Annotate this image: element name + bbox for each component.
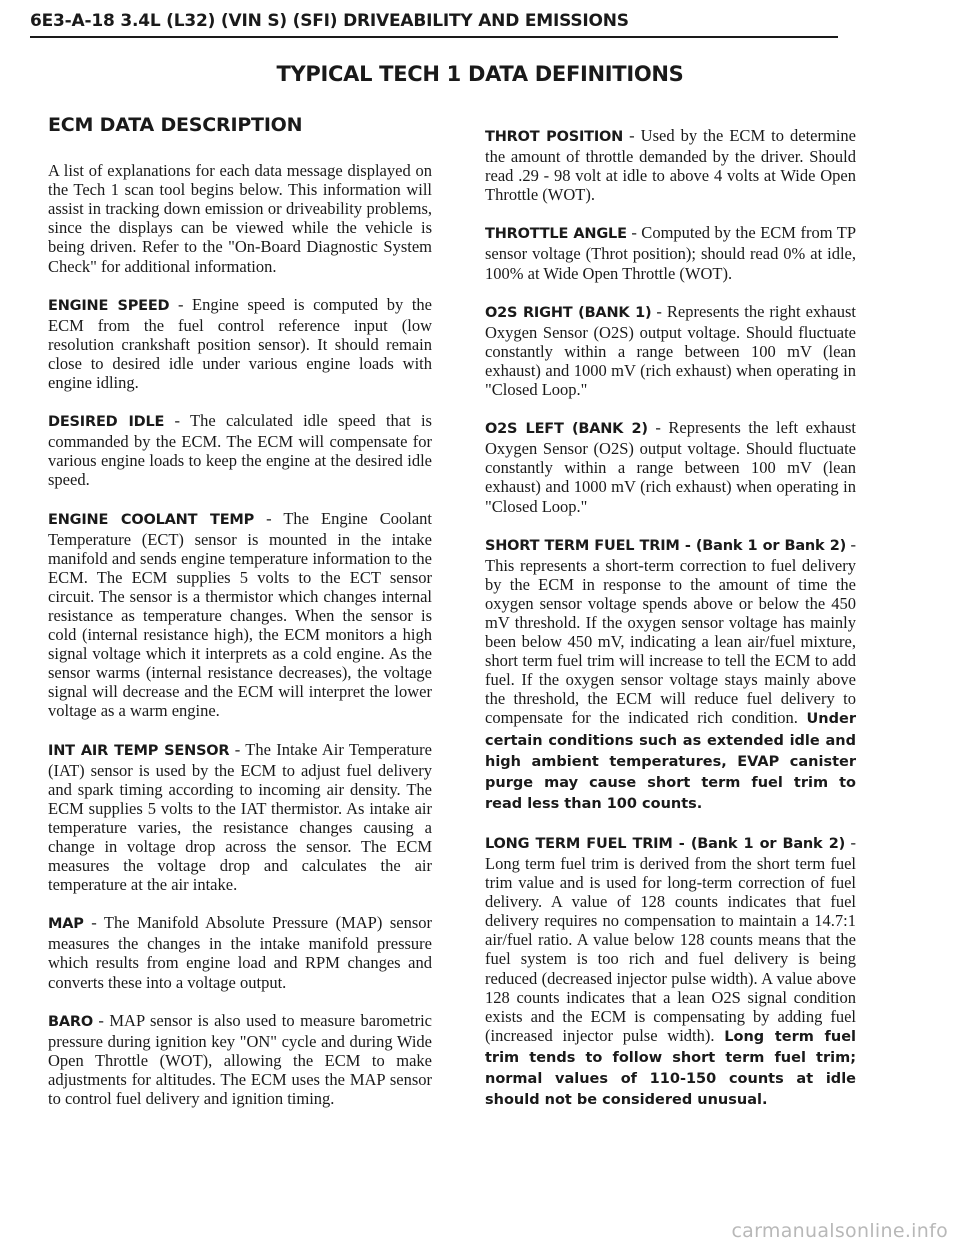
watermark: carmanualsonline.info [731,1220,948,1242]
definition-note: Under certain conditions such as extended idle and high ambient temperatures, EVAP canister purge may cause short term fuel trim to read less than 100 counts. [485,711,856,812]
definition-body: - Represents the left exhaust Oxygen Sensor (O2S) output voltage. Should fluctuate constantly within a range between 100 mV (lean exhaust) and 1000 mV (rich exhaust) when operating in "Closed Loop." [485,418,856,516]
definition-body: - The Intake Air Temperature (IAT) sensor is used by the ECM to adjust fuel delivery and spark timing according to incoming air density. The ECM supplies 5 volts to the IAT thermistor. As intake air temperature varies, the resistance changes causing a change in voltage drop across the sensor. The ECM measures the voltage drop and calculates the air temperature at the air intake. [48,739,432,895]
definition-long-term-fuel-trim [485,833,856,1110]
definition-body: - The Manifold Absolute Pressure (MAP) sensor measures the changes in the intake manifold pressure which results from engine load and RPM changes and converts these into a voltage output. [48,913,432,992]
definition-note: Long term fuel trim tends to follow short term fuel trim; normal values of 110-150 counts at idle should not be considered unusual. [485,1028,856,1109]
page-header [30,8,838,38]
definition-o2s-right [485,302,856,399]
definition-int-air-temp-sensor [48,740,432,895]
definition-throt-position [485,126,856,204]
definition-short-term-fuel-trim [485,535,856,814]
section-heading: ECM DATA DESCRIPTION [48,114,303,136]
definition-body: - The Engine Coolant Temperature (ECT) sensor is mounted in the intake manifold and sends engine temperature information to the ECM. The ECM supplies 5 volts to the ECT sensor circuit. The sensor is a thermistor which changes internal resistance as temperature changes. When the sensor is cold (internal resistance high), the ECM monitors a high signal voltage which it interprets as a cold engine. As the sensor warms (internal resistance decreases), the voltage signal will decrease and the ECM will interpret the lower voltage as a warm engine. [48,508,432,721]
definition-term: SHORT TERM FUEL TRIM - (Bank 1 or Bank 2) [485,537,847,554]
definition-body: - Long term fuel trim is derived from the short term fuel trim value and is used for long-term correction of fuel delivery. A value of 128 counts indicates that fuel delivery requires no compensation to maintain a 14.7:1 air/fuel ratio. A value below 128 counts means that the fuel system is too rich and fuel delivery is being reduced (decreased injector pulse width). A value above 128 counts indicates that a lean O2S signal condition exists and the ECM is compensating by adding fuel (increased injector pulse width). [485,832,856,1045]
definition-term: INT AIR TEMP SENSOR [48,742,230,759]
definition-engine-coolant-temp [48,509,432,721]
definition-body: - The calculated idle speed that is commanded by the ECM. The ECM will compensate for various engine loads to keep the engine at the desired idle speed. [48,411,432,490]
definition-desired-idle [48,411,432,489]
definition-body: - MAP sensor is also used to measure barometric pressure during ignition key "ON" cycle and during Wide Open Throttle (WOT), allowing the ECM to make adjustments for altitudes. The ECM uses the MAP sensor to control fuel delivery and ignition timing. [48,1010,432,1109]
definition-term: ENGINE SPEED [48,297,170,314]
definition-body: - Used by the ECM to determine the amount of throttle demanded by the driver. Should read .29 - 98 volt at idle to above 4 volts at Wide Open Throttle (WOT). [485,126,856,205]
definition-term: ENGINE COOLANT TEMP [48,511,255,528]
intro-paragraph: A list of explanations for each data message displayed on the Tech 1 scan tool begins below. This information will assist in tracking down emission or driveability problems, since the displays can be viewed while the vehicle is being driven. Refer to the "On-Board Diagnostic System Check" for additional information. [48,161,432,276]
definition-map [48,913,432,991]
definition-throttle-angle [485,223,856,282]
definition-body: - Engine speed is computed by the ECM from the fuel control reference input (low resolution crankshaft position sensor). It should remain close to desired idle under various engine loads with engine idling. [48,294,432,393]
definition-term: O2S RIGHT (BANK 1) [485,304,652,321]
definition-term: LONG TERM FUEL TRIM - (Bank 1 or Bank 2) [485,835,846,852]
definition-term: THROTTLE ANGLE [485,226,627,243]
definition-body: - Represents the right exhaust Oxygen Sensor (O2S) output voltage. Should fluctuate constantly within a range between 100 mV (lean exhaust) and 1000 mV (rich exhaust) when operating in "Closed Loop." [485,301,856,400]
definition-term: THROT POSITION [485,129,624,145]
definition-engine-speed [48,295,432,392]
definition-term: DESIRED IDLE [48,414,165,431]
definition-o2s-left [485,418,856,515]
definition-baro [48,1011,432,1108]
right-column [485,126,856,1129]
page-header-text: 6E3-A-18 3.4L (L32) (VIN S) (SFI) DRIVEABILITY AND EMISSIONS [30,11,629,31]
page-title: TYPICAL TECH 1 DATA DEFINITIONS [276,62,684,86]
definition-term: BARO [48,1013,93,1030]
definition-body: - This represents a short-term correction to fuel delivery by the ECM in response to the amount of time the oxygen sensor voltage spends above or below the 450 mV threshold. If the oxygen sensor voltage has mainly been below 450 mV, indicating a lean air/fuel mixture, short term fuel trim will increase to tell the ECM to add fuel. If the oxygen sensor voltage stays mainly above the threshold, the ECM will reduce fuel delivery to compensate for the indicated rich condition. [485,534,856,728]
definition-body: - Computed by the ECM from TP sensor voltage (Throt position); should read 0% at idle, 100% at Wide Open Throttle (WOT). [485,223,856,283]
definition-term: O2S LEFT (BANK 2) [485,421,648,438]
definition-term: MAP [48,916,84,933]
left-column [48,116,432,1127]
